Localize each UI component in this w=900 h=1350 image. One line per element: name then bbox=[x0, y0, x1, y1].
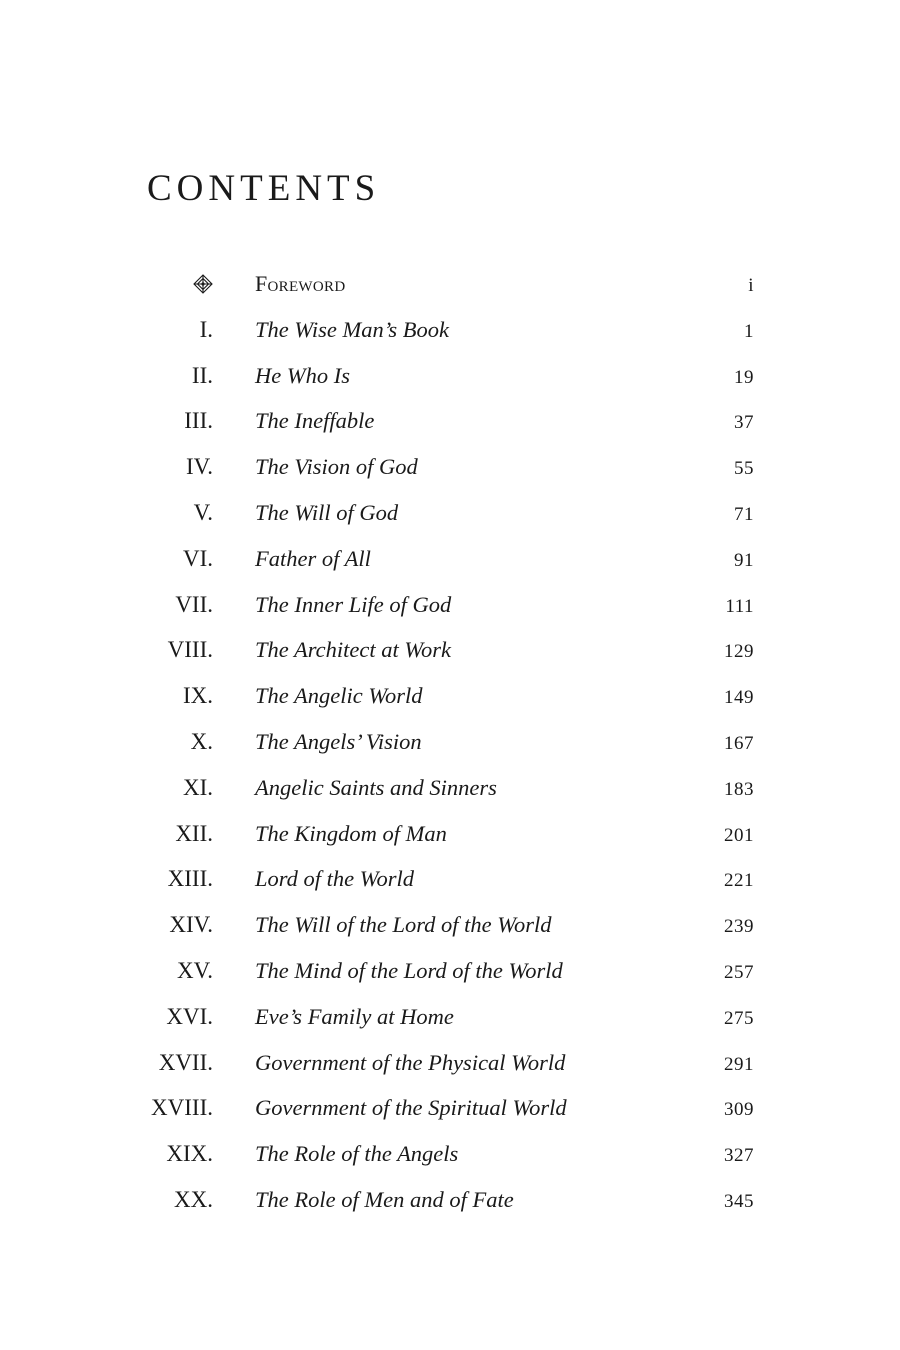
toc-entry[interactable] bbox=[0, 583, 900, 629]
toc-entry[interactable] bbox=[0, 445, 900, 491]
chapter-number: XII. bbox=[175, 820, 213, 846]
toc-page-number: 275 bbox=[724, 1007, 754, 1029]
toc-page-number: 257 bbox=[724, 961, 754, 983]
toc-title: The Wise Man’s Book bbox=[255, 316, 449, 342]
toc-title: Foreword bbox=[255, 271, 346, 296]
chapter-number: XVI. bbox=[166, 1003, 213, 1029]
table-of-contents bbox=[0, 262, 900, 1224]
toc-title: The Inner Life of God bbox=[255, 591, 452, 617]
toc-page-number: 1 bbox=[744, 320, 754, 342]
toc-entry[interactable] bbox=[0, 720, 900, 766]
chapter-number: XIX. bbox=[166, 1141, 213, 1167]
toc-page-number: 129 bbox=[724, 641, 754, 663]
toc-page-number: 239 bbox=[724, 916, 754, 938]
toc-title: Government of the Physical World bbox=[255, 1049, 566, 1075]
toc-title: The Architect at Work bbox=[255, 637, 452, 663]
toc-entry[interactable] bbox=[0, 1178, 900, 1224]
toc-entry[interactable] bbox=[0, 537, 900, 583]
chapter-number: IX. bbox=[182, 683, 213, 709]
toc-page-number: 91 bbox=[734, 549, 754, 571]
chapter-number: VI. bbox=[182, 545, 213, 571]
toc-title: Eve’s Family at Home bbox=[255, 1003, 454, 1029]
toc-page-number: 149 bbox=[724, 687, 754, 709]
toc-title: Lord of the World bbox=[255, 866, 414, 892]
toc-title: The Role of Men and of Fate bbox=[255, 1186, 514, 1212]
toc-title: The Angels’ Vision bbox=[255, 728, 422, 754]
chapter-number: II. bbox=[191, 362, 213, 388]
toc-page-number: 345 bbox=[724, 1190, 754, 1212]
toc-page-number: 183 bbox=[724, 778, 754, 800]
toc-entry[interactable] bbox=[0, 354, 900, 400]
toc-entry[interactable] bbox=[0, 812, 900, 858]
toc-title: The Mind of the Lord of the World bbox=[255, 957, 563, 983]
toc-title: The Angelic World bbox=[255, 683, 423, 709]
toc-page-number: 221 bbox=[724, 870, 754, 892]
toc-page-number: 19 bbox=[734, 366, 754, 388]
toc-entry[interactable] bbox=[0, 491, 900, 537]
toc-entry[interactable] bbox=[0, 674, 900, 720]
toc-title: The Ineffable bbox=[255, 408, 375, 434]
toc-entry[interactable] bbox=[0, 857, 900, 903]
page-title: CONTENTS bbox=[147, 168, 381, 209]
toc-entry[interactable] bbox=[0, 399, 900, 445]
chapter-number: XIV. bbox=[169, 912, 213, 938]
toc-entry[interactable] bbox=[0, 949, 900, 995]
toc-title: The Will of the Lord of the World bbox=[255, 912, 552, 938]
toc-page-number: 71 bbox=[734, 503, 754, 525]
toc-entry[interactable] bbox=[0, 308, 900, 354]
toc-page-number: 309 bbox=[724, 1099, 754, 1121]
toc-page-number: 55 bbox=[734, 458, 754, 480]
chapter-number: XI. bbox=[182, 774, 213, 800]
toc-entry[interactable] bbox=[0, 766, 900, 812]
toc-page-number: i bbox=[748, 275, 754, 296]
toc-title: The Will of God bbox=[255, 499, 399, 525]
chapter-number: XIII. bbox=[167, 866, 213, 892]
chapter-number: I. bbox=[199, 316, 213, 342]
toc-page-number: 201 bbox=[724, 824, 754, 846]
chapter-number: XVII. bbox=[158, 1049, 213, 1075]
chapter-number: VIII. bbox=[167, 637, 213, 663]
toc-entry[interactable] bbox=[0, 995, 900, 1041]
toc-entry[interactable] bbox=[0, 1086, 900, 1132]
toc-title: Angelic Saints and Sinners bbox=[255, 774, 497, 800]
toc-title: Government of the Spiritual World bbox=[255, 1095, 567, 1121]
toc-page-number: 291 bbox=[724, 1053, 754, 1075]
toc-page-number: 37 bbox=[734, 412, 754, 434]
toc-page-number: 111 bbox=[725, 595, 754, 617]
chapter-number: XVIII. bbox=[151, 1095, 213, 1121]
toc-entry-foreword[interactable] bbox=[0, 262, 900, 308]
ornament-diamond-icon bbox=[193, 274, 213, 294]
toc-title: Father of All bbox=[255, 545, 371, 571]
chapter-number: IV. bbox=[185, 454, 213, 480]
toc-entry[interactable] bbox=[0, 1041, 900, 1087]
toc-entry[interactable] bbox=[0, 1132, 900, 1178]
toc-page-number: 167 bbox=[724, 732, 754, 754]
chapter-number: XX. bbox=[174, 1186, 213, 1212]
toc-entry[interactable] bbox=[0, 628, 900, 674]
toc-page-number: 327 bbox=[724, 1145, 754, 1167]
toc-title: The Kingdom of Man bbox=[255, 820, 447, 846]
toc-title: The Role of the Angels bbox=[255, 1141, 459, 1167]
toc-title: The Vision of God bbox=[255, 454, 418, 480]
chapter-number: XV. bbox=[176, 957, 213, 983]
chapter-number: X. bbox=[190, 728, 213, 754]
chapter-number: III. bbox=[184, 408, 213, 434]
toc-entry[interactable] bbox=[0, 903, 900, 949]
chapter-number: V. bbox=[193, 499, 213, 525]
toc-title: He Who Is bbox=[255, 362, 350, 388]
chapter-number: VII. bbox=[175, 591, 213, 617]
